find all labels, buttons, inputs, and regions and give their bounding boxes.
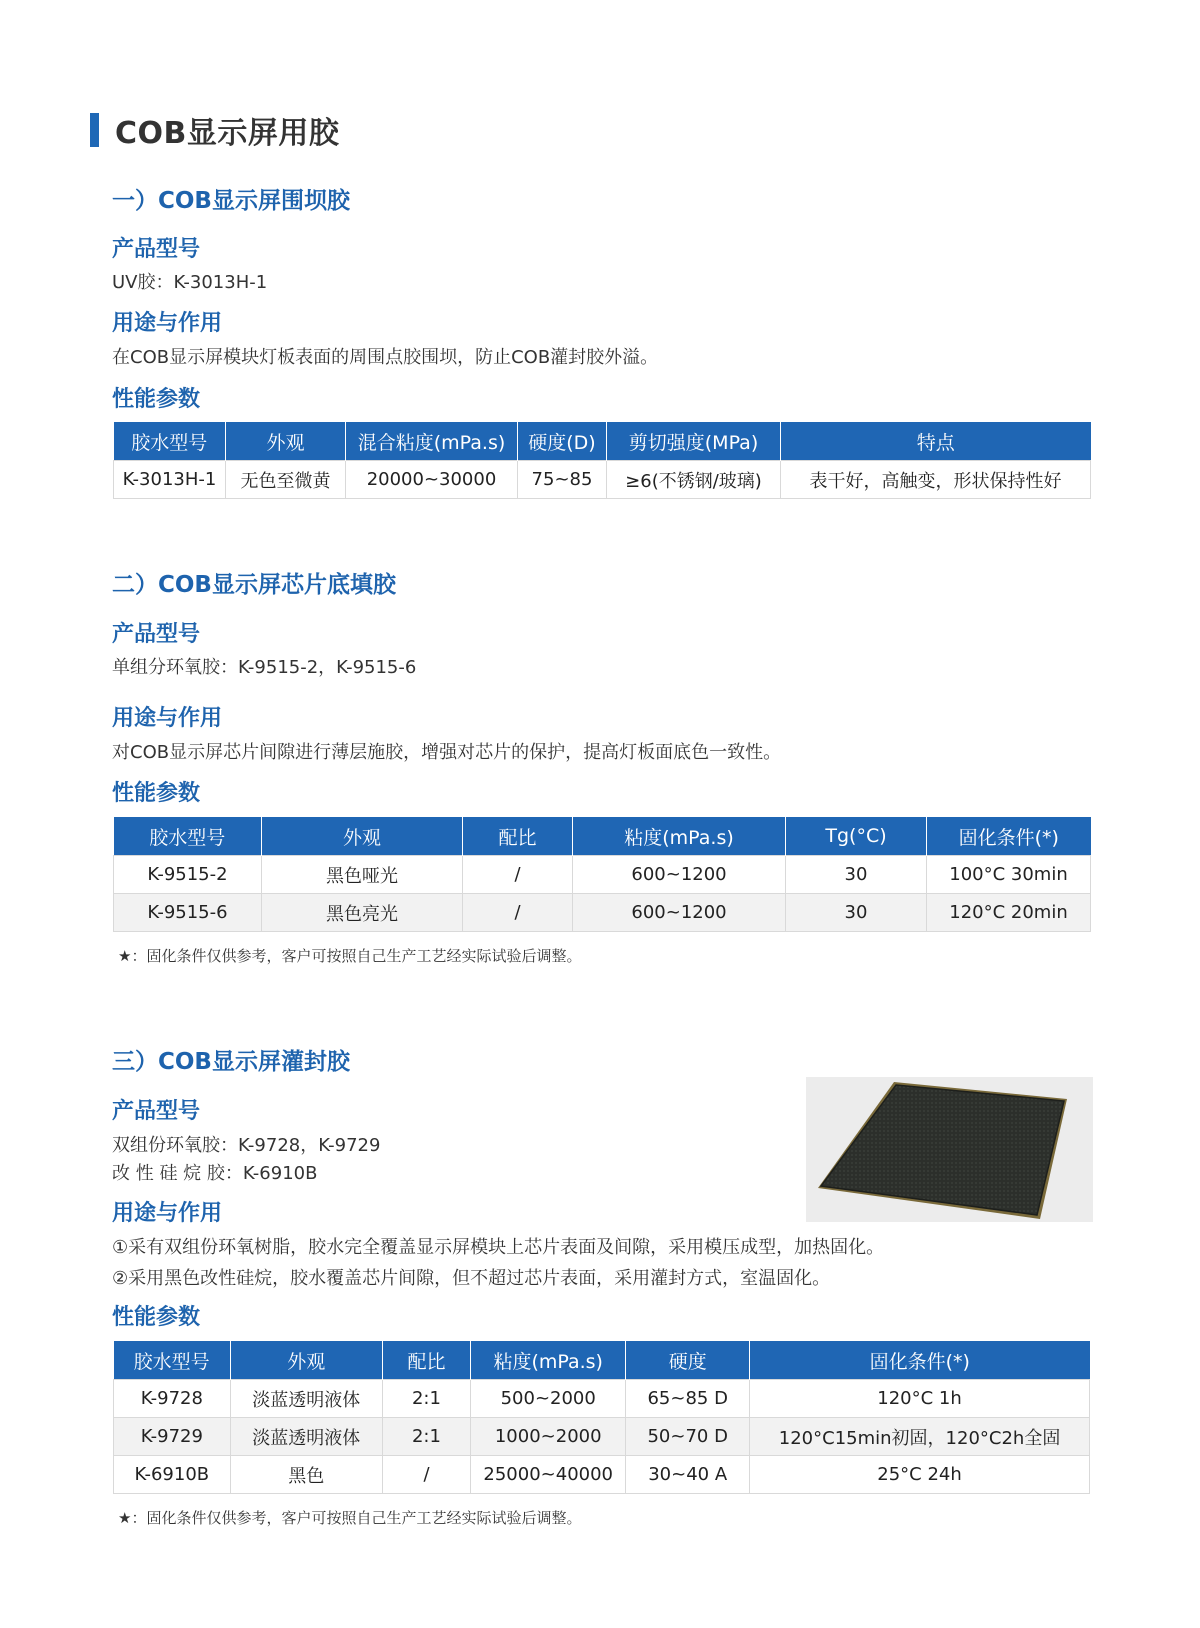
section-1-model: UV胶：K-3013H-1 xyxy=(112,272,268,293)
table-row xyxy=(114,461,1091,499)
section-2-model: 单组分环氧胶：K-9515-2，K-9515-6 xyxy=(112,657,417,678)
section-2-title: 二）COB显示屏芯片底填胶 xyxy=(112,572,396,598)
table-cell: 30 xyxy=(786,894,927,932)
table-header: Tg(°C) xyxy=(786,817,927,856)
table-cell: 20000~30000 xyxy=(346,461,518,499)
page-title-text: COB显示屏用胶 xyxy=(115,116,340,151)
cob-display-panel-photo xyxy=(806,1077,1093,1222)
section-3-table xyxy=(113,1341,1090,1494)
section-3-title: 三）COB显示屏灌封胶 xyxy=(112,1049,350,1075)
table-header: 胶水型号 xyxy=(114,422,226,461)
table-header: 混合粘度(mPa.s) xyxy=(346,422,518,461)
table-cell: 黑色亮光 xyxy=(262,894,463,932)
table-header: 外观 xyxy=(262,817,463,856)
table-header: 配比 xyxy=(463,817,573,856)
section-3-params-heading: 性能参数 xyxy=(112,1305,201,1330)
section-1-params-heading: 性能参数 xyxy=(112,387,201,412)
table-row xyxy=(114,1418,1090,1456)
table-cell: 2:1 xyxy=(382,1418,470,1456)
cob-panel-icon xyxy=(806,1077,1093,1222)
section-2-usage-heading: 用途与作用 xyxy=(112,706,223,731)
table-cell: / xyxy=(463,856,573,894)
table-header: 固化条件(*) xyxy=(750,1341,1090,1380)
table-cell: 黑色哑光 xyxy=(262,856,463,894)
table-cell: K-9515-6 xyxy=(114,894,262,932)
table-cell: K-9728 xyxy=(114,1380,231,1418)
table-header: 剪切强度(MPa) xyxy=(607,422,781,461)
section-3-model-2: 改 性 硅 烷 胶：K-6910B xyxy=(112,1163,318,1184)
section-3-note: ★：固化条件仅供参考，客户可按照自己生产工艺经实际试验后调整。 xyxy=(118,1509,582,1527)
table-cell: 淡蓝透明液体 xyxy=(230,1380,382,1418)
table-cell: K-3013H-1 xyxy=(114,461,226,499)
table-header: 固化条件(*) xyxy=(927,817,1091,856)
table-header-row xyxy=(114,422,1091,461)
table-row xyxy=(114,1380,1090,1418)
table-header-row xyxy=(114,817,1091,856)
table-header: 外观 xyxy=(226,422,346,461)
section-1-model-heading: 产品型号 xyxy=(112,237,201,262)
table-header: 外观 xyxy=(230,1341,382,1380)
table-cell: K-6910B xyxy=(114,1456,231,1494)
section-3-usage-1: ①采有双组份环氧树脂，胶水完全覆盖显示屏模块上芯片表面及间隙，采用模压成型，加热固化。 xyxy=(112,1237,885,1258)
table-cell: 25000~40000 xyxy=(471,1456,626,1494)
table-cell: 100°C 30min xyxy=(927,856,1091,894)
table-cell: 1000~2000 xyxy=(471,1418,626,1456)
table-header: 硬度(D) xyxy=(518,422,607,461)
section-1-usage: 在COB显示屏模块灯板表面的周围点胶围坝，防止COB灌封胶外溢。 xyxy=(112,347,659,368)
table-cell: K-9729 xyxy=(114,1418,231,1456)
table-cell: ≥6(不锈钢/玻璃) xyxy=(607,461,781,499)
table-header: 粘度(mPa.s) xyxy=(471,1341,626,1380)
page-title xyxy=(90,112,340,151)
section-3-usage-heading: 用途与作用 xyxy=(112,1201,223,1226)
section-3-usage-2: ②采用黑色改性硅烷，胶水覆盖芯片间隙，但不超过芯片表面，采用灌封方式，室温固化。 xyxy=(112,1268,831,1289)
section-1-usage-heading: 用途与作用 xyxy=(112,311,223,336)
section-2-note: ★：固化条件仅供参考，客户可按照自己生产工艺经实际试验后调整。 xyxy=(118,947,582,965)
table-cell: 50~70 D xyxy=(626,1418,750,1456)
section-2-params-heading: 性能参数 xyxy=(112,781,201,806)
table-cell: 30~40 A xyxy=(626,1456,750,1494)
table-header: 胶水型号 xyxy=(114,817,262,856)
table-cell: 600~1200 xyxy=(573,856,786,894)
table-cell: 25°C 24h xyxy=(750,1456,1090,1494)
table-row xyxy=(114,894,1091,932)
title-accent-bar xyxy=(90,113,99,147)
table-cell: 2:1 xyxy=(382,1380,470,1418)
section-1-table xyxy=(113,422,1091,499)
table-cell: 无色至微黄 xyxy=(226,461,346,499)
table-header: 特点 xyxy=(781,422,1091,461)
table-cell: / xyxy=(382,1456,470,1494)
table-cell: K-9515-2 xyxy=(114,856,262,894)
table-cell: 65~85 D xyxy=(626,1380,750,1418)
section-2-model-heading: 产品型号 xyxy=(112,622,201,647)
table-cell: 120°C15min初固，120°C2h全固 xyxy=(750,1418,1090,1456)
table-cell: 75~85 xyxy=(518,461,607,499)
table-cell: 淡蓝透明液体 xyxy=(230,1418,382,1456)
table-cell: 120°C 20min xyxy=(927,894,1091,932)
table-cell: / xyxy=(463,894,573,932)
section-2-table xyxy=(113,817,1091,932)
table-header: 硬度 xyxy=(626,1341,750,1380)
table-header: 胶水型号 xyxy=(114,1341,231,1380)
table-row xyxy=(114,856,1091,894)
section-3-model-heading: 产品型号 xyxy=(112,1099,201,1124)
table-header-row xyxy=(114,1341,1090,1380)
table-header: 粘度(mPa.s) xyxy=(573,817,786,856)
section-3-model-1: 双组份环氧胶：K-9728，K-9729 xyxy=(112,1135,381,1156)
table-cell: 600~1200 xyxy=(573,894,786,932)
table-cell: 黑色 xyxy=(230,1456,382,1494)
table-header: 配比 xyxy=(382,1341,470,1380)
table-cell: 30 xyxy=(786,856,927,894)
section-2-usage: 对COB显示屏芯片间隙进行薄层施胶，增强对芯片的保护，提高灯板面底色一致性。 xyxy=(112,742,782,763)
table-row xyxy=(114,1456,1090,1494)
table-cell: 500~2000 xyxy=(471,1380,626,1418)
table-cell: 120°C 1h xyxy=(750,1380,1090,1418)
section-1-title: 一）COB显示屏围坝胶 xyxy=(112,188,350,214)
table-cell: 表干好，高触变，形状保持性好 xyxy=(781,461,1091,499)
